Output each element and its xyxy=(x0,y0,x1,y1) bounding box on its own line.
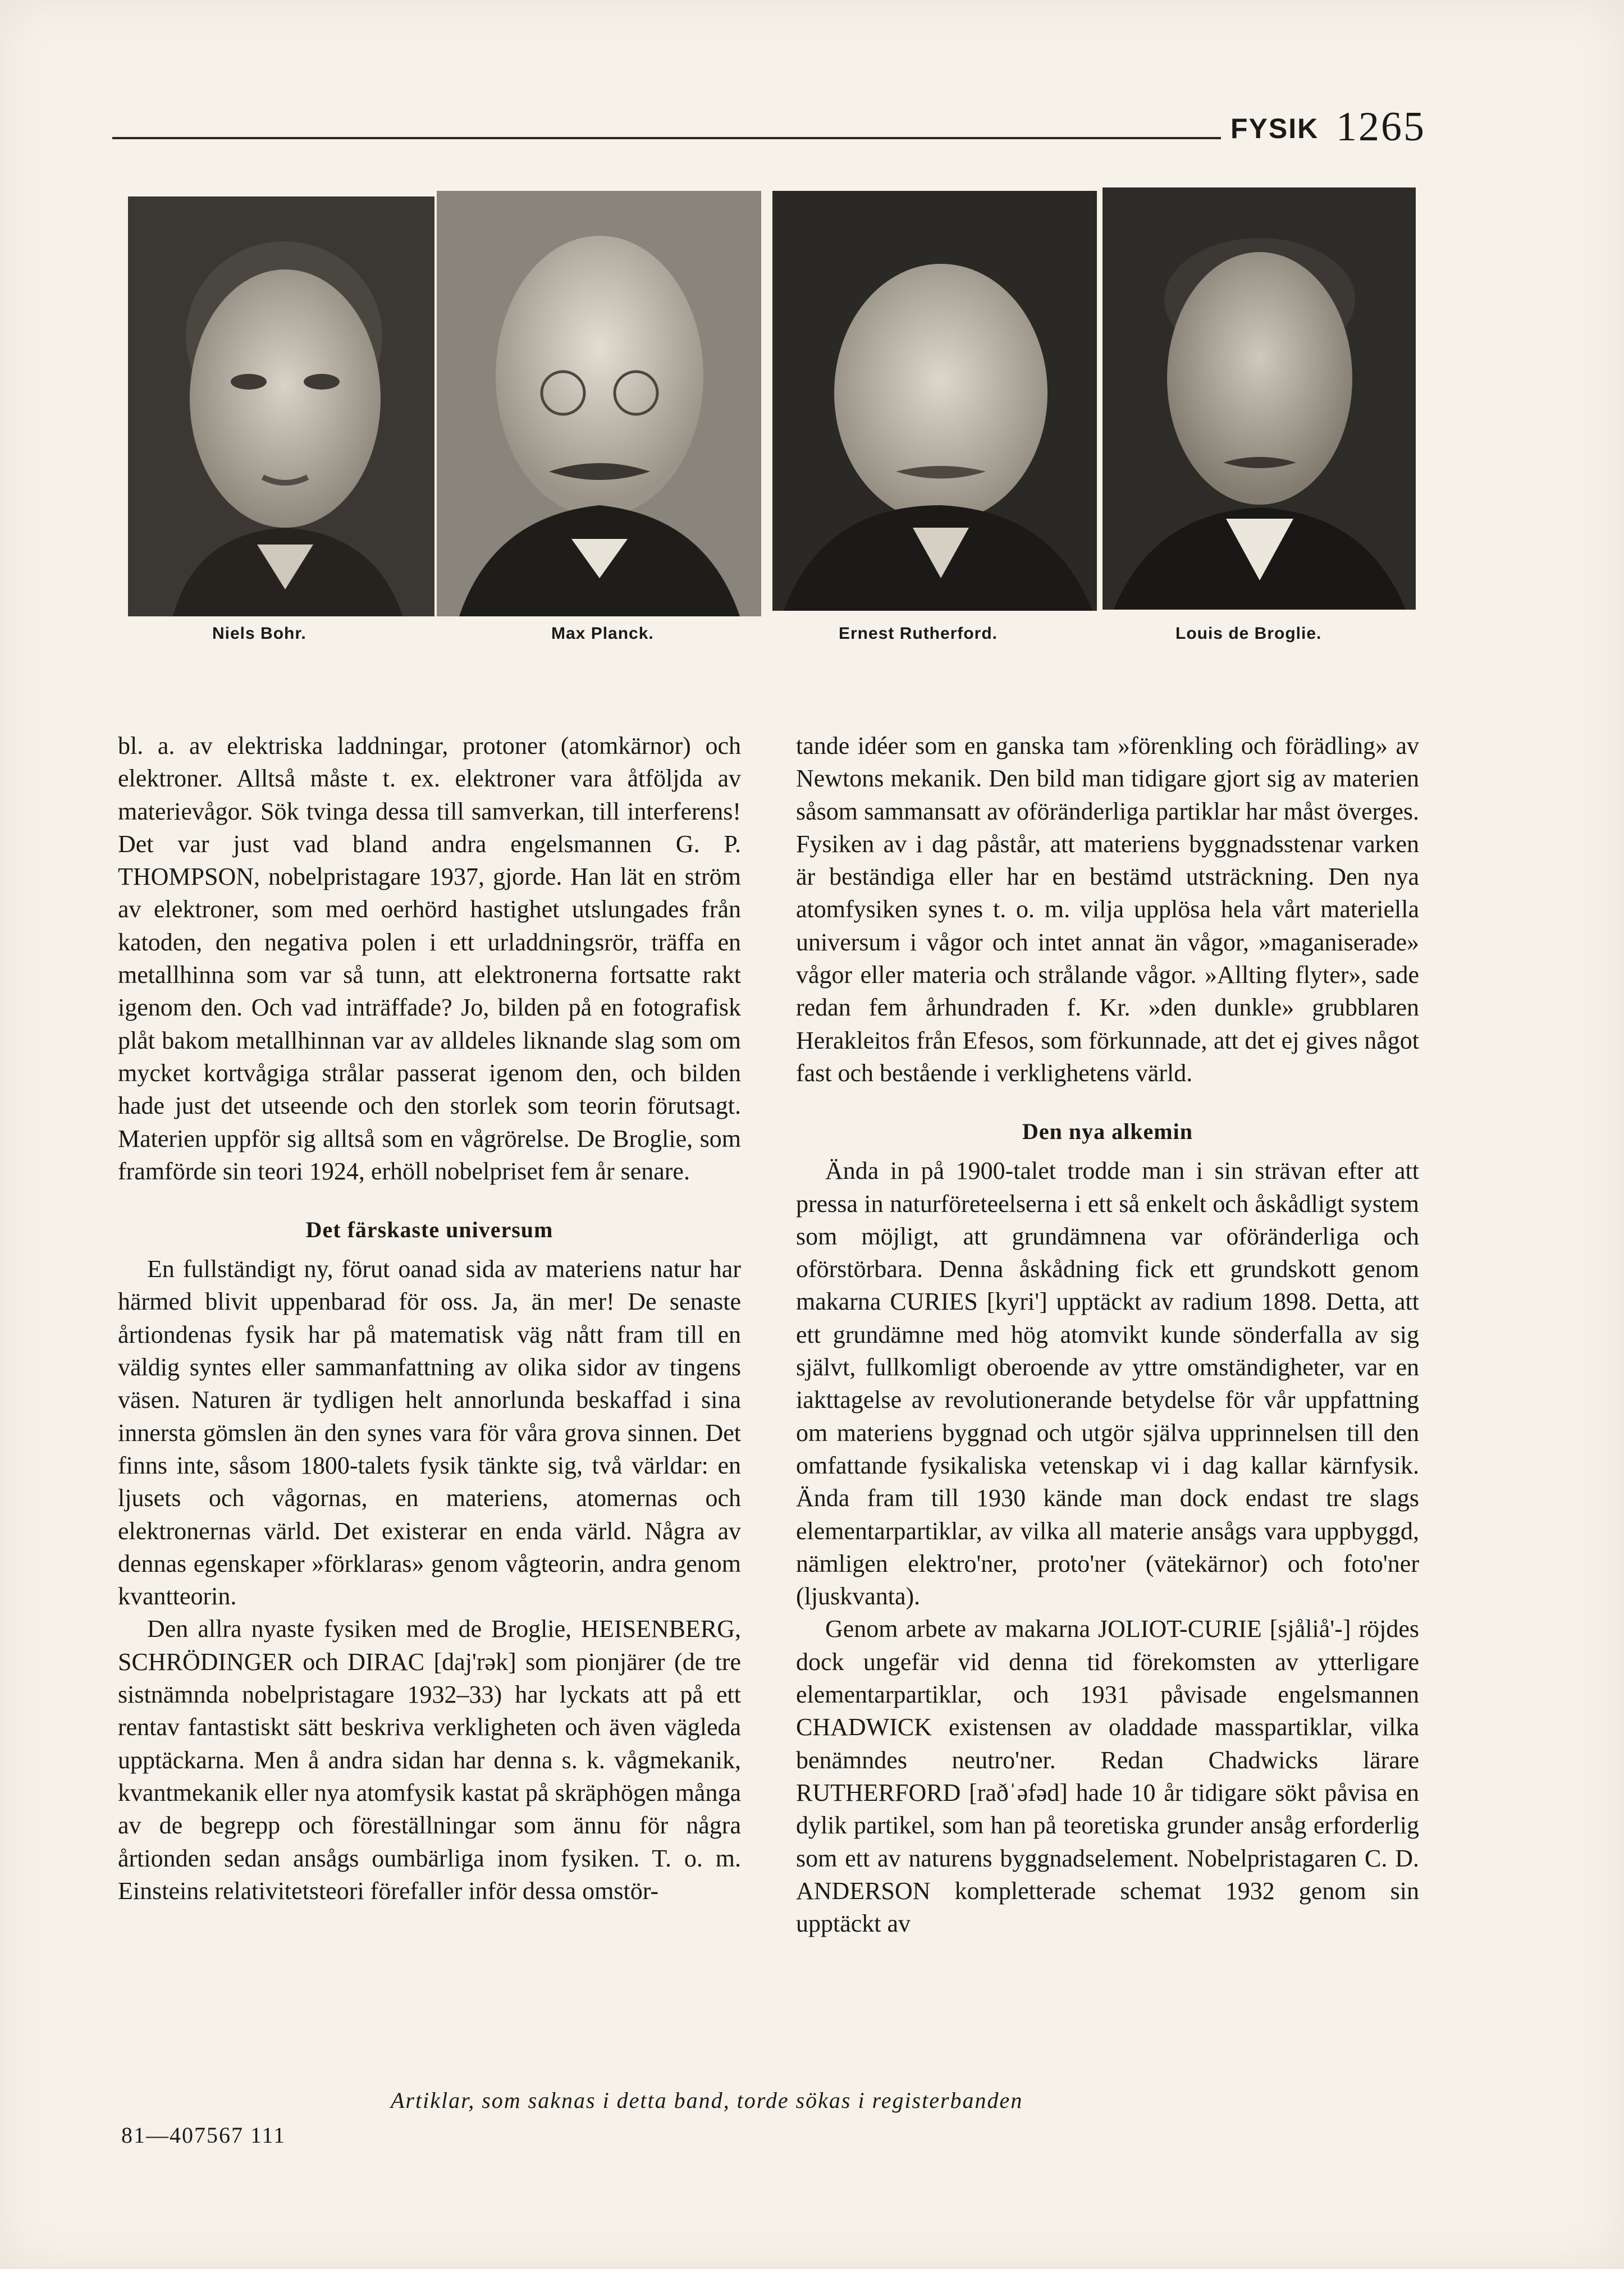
portrait-caption-planck: Max Planck. xyxy=(551,624,654,643)
paragraph: tande idéer som en ganska tam »förenkling och förädling» av Newtons mekanik. Den bild man tidigare gjort sig av materien såsom sammansatt av oföränderliga partiklar har måst överges. Fysiken av i dag påstår, att materiens byggnadsstenar varken är beständiga eller har en bestämd utsträckning. Den nya atomfysiken synes t. o. m. vilja upplösa hela vårt materiella universum i vågor och intet annat än vågor, »maganiserade» vågor eller materia och strålande vågor. »Allting flyter», sade redan fem århundraden f. Kr. »den dunkle» grubblaren Herakleitos från Efesos, som förkunnade, att det ej gives något fast och bestående i verklighetens värld. xyxy=(796,732,1419,1087)
running-head: FYSIK xyxy=(1230,113,1319,144)
portrait-caption-de-broglie: Louis de Broglie. xyxy=(1175,624,1322,643)
header-rule xyxy=(112,137,1221,139)
paragraph: bl. a. av elektriska laddningar, protoner (atomkärnor) och elektroner. Alltså måste t. ex. elektroner vara åtföljda av materievågor. Sök tvinga dessa till samverkan, till interferens! Det var just vad bland andra engelsmannen G. P. THOMPSON, nobelpristagare 1937, gjorde. Han lät en ström av elektroner, som med oerhörd hastighet utslungades från katoden, den negativa polen i ett urladdningsrör, träffa en metallhinna som var så tunn, att elektronerna fortsatte rakt igenom den. Och vad inträffade? Jo, bilden på en fotografisk plåt bakom metallhinnan var av alldeles liknande slag som om mycket kortvågiga strålar passerat igenom den, och bilden hade just det utseende och den storlek som teorin förutsagt. Materien uppför sig alltså som en vågrörelse. De Broglie, som framförde sin teori 1924, erhöll nobelpriset fem år senare. xyxy=(118,732,741,1185)
paragraph: Genom arbete av makarna JOLIOT-CURIE [sjåliå'-] röjdes dock ungefär vid denna tid förekomsten av ytterligare elementarpartiklar, och 1931 påvisade engelsmannen CHADWICK existensen av oladdade masspartiklar, vilka benämndes neutro'ner. Redan Chadwicks lärare RUTHERFORD [raðˈəfəd] hade 10 år tidigare sökt påvisa en dylik partikel, som han på teoretiska grunder ansåg erforderlig som ett av naturens byggnadselement. Nobelpristagaren C. D. ANDERSON kompletterade schemat 1932 genom sin upptäckt av xyxy=(796,1615,1419,1938)
section-heading: Det färskaste universum xyxy=(305,1217,553,1243)
portrait-photo-de-broglie xyxy=(1103,187,1416,610)
portrait-photo-bohr xyxy=(128,196,434,616)
portrait-photo-rutherford xyxy=(772,191,1097,611)
paragraph: Ända in på 1900-talet trodde man i sin strävan efter att pressa in naturföreteelserna i ett så enkelt och åskådligt system som möjligt, att grundämnena var oföränderliga och oförstörbara. Denna åskådning fick ett grundskott genom makarna CURIES [kyri'] upptäckt av radium 1898. Detta, att ett grundämne med hög atomvikt kunde sönderfalla av sig självt, fullkomligt oberoende av yttre omständigheter, var en iakttagelse av revolutionerande betydelse för vår uppfattning om materiens byggnad och utgör själva upprinnelsen till den omfattande fysikaliska vetenskap vi i dag kallar kärnfysik. Ända fram till 1930 kände man dock endast tre slags elementarpartiklar, av vilka all materie ansågs vara uppbyggd, nämligen elektro'ner, proto'ner (vätekärnor) och foto'ner (ljuskvanta). xyxy=(796,1157,1419,1611)
paragraph: Den allra nyaste fysiken med de Broglie, HEISENBERG, SCHRÖDINGER och DIRAC [daj'rək] som pionjärer (de tre sistnämnda nobelpristagare 1932–33) har lyckats att på ett rentav fantastiskt sätt beskriva verkligheten och även vägleda upptäckarna. Men å andra sidan har denna s. k. vågmekanik, kvantmekanik eller nya atomfysik kastat på skräphögen många av de begrepp och föreställningar som ännu för några årtionden sedan ansågs oumbärliga inom fysiken. T. o. m. Einsteins relativitetsteori förefaller inför dessa omstör- xyxy=(118,1615,741,1905)
paragraph: En fullständigt ny, förut oanad sida av materiens natur har härmed blivit uppenbarad för oss. Ja, än mer! De senaste årtiondenas fysik har på matematisk väg nått fram till en väldig syntes eller sammanfattning av olika sidor av tingens väsen. Naturen är tydligen helt annorlunda beskaffad i sina innersta gömslen än den synes vara för våra grova sinnen. Det finns inte, såsom 1800-talets fysik tänkte sig, två världar: en ljusets och vågornas, en materiens, atomernas och elektronernas värld. Det existerar en enda värld. Några av dennas egenskaper »förklaras» genom vågteorin, andra genom kvantteorin. xyxy=(118,1255,741,1611)
portrait-caption-bohr: Niels Bohr. xyxy=(212,624,306,643)
section-heading: Den nya alkemin xyxy=(1022,1119,1193,1145)
page-number: 1265 xyxy=(1336,104,1426,150)
portrait-caption-rutherford: Ernest Rutherford. xyxy=(839,624,998,643)
print-code: 81—407567 111 xyxy=(121,2122,286,2148)
footer-note: Artiklar, som saknas i detta band, torde sökas i registerbanden xyxy=(391,2088,1023,2113)
left-column xyxy=(118,730,741,1907)
right-column xyxy=(796,730,1419,1940)
portrait-photo-planck xyxy=(437,191,761,616)
